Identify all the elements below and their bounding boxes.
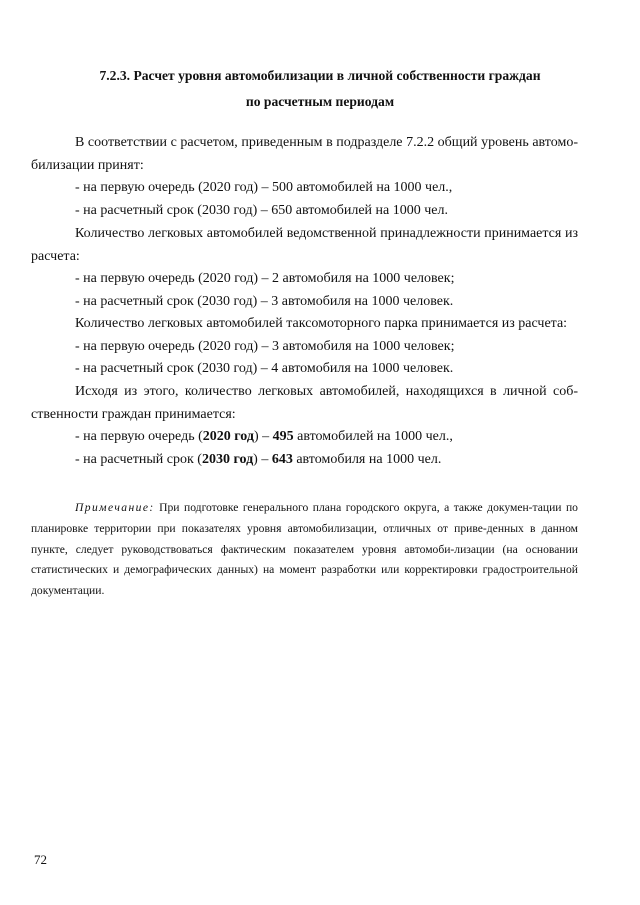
value-bold: 495 [272,429,294,444]
list-item: - на расчетный срок (2030 год) – 643 автомобиля на 1000 чел. [75,451,442,467]
paragraph-text: Количество легковых автомобилей ведомственной принадлежности принимается из расчета: [31,226,578,264]
paragraph-text: Исходя из этого, количество легковых автомобилей, находящихся в личной соб-ственности граждан принимается: [31,384,578,422]
paragraph-block-1 [31,132,578,222]
paragraph-block-2 [31,223,578,313]
paragraph-text: Количество легковых автомобилей таксомоторного парка принимается из расчета: [75,316,568,331]
paragraph-text: В соответствии с расчетом, приведенным в подразделе 7.2.2 общий уровень автомо-билизации принят: [31,135,578,173]
value-bold: 643 [271,451,293,467]
list-item: - на расчетный срок (2030 год) – 3 автомобиля на 1000 человек. [75,293,454,309]
section-heading-line-1: 7.2.3. Расчет уровня автомобилизации в личной собственности граждан [99,68,541,83]
year-bold: 2020 год [202,429,254,444]
paragraph-block-3 [31,313,578,381]
page-number: 72 [34,852,47,867]
list-item: - на первую очередь (2020 год) – 3 автомобиля на 1000 человек; [75,338,455,354]
note-text: При подготовке генерального плана городского округа, а также докумен-тации по планировке территории при показателях уровня автомобилизации, отличных от приве-денных в данном пункте, следует руководствоваться фактическим показателем уровня автомоби-лизации (на основании статистических и демографических данных) на момент разработки или корректировки градостроительной документации. [31,501,578,598]
note-paragraph [31,498,578,602]
list-item: - на расчетный срок (2030 год) – 4 автомобиля на 1000 человек. [75,361,454,376]
section-heading-line-2: по расчетным периодам [245,94,395,109]
list-item: - на расчетный срок (2030 год) – 650 автомобилей на 1000 чел. [75,202,448,218]
list-item: - на первую очередь (2020 год) – 500 автомобилей на 1000 чел., [75,180,453,195]
year-bold: 2030 год [201,451,254,467]
list-item: - на первую очередь (2020 год) – 495 автомобилей на 1000 чел., [75,429,453,444]
paragraph-block-4 [31,381,578,471]
note-label: Примечание: [75,501,155,514]
list-item: - на первую очередь (2020 год) – 2 автомобиля на 1000 человек; [75,271,455,286]
